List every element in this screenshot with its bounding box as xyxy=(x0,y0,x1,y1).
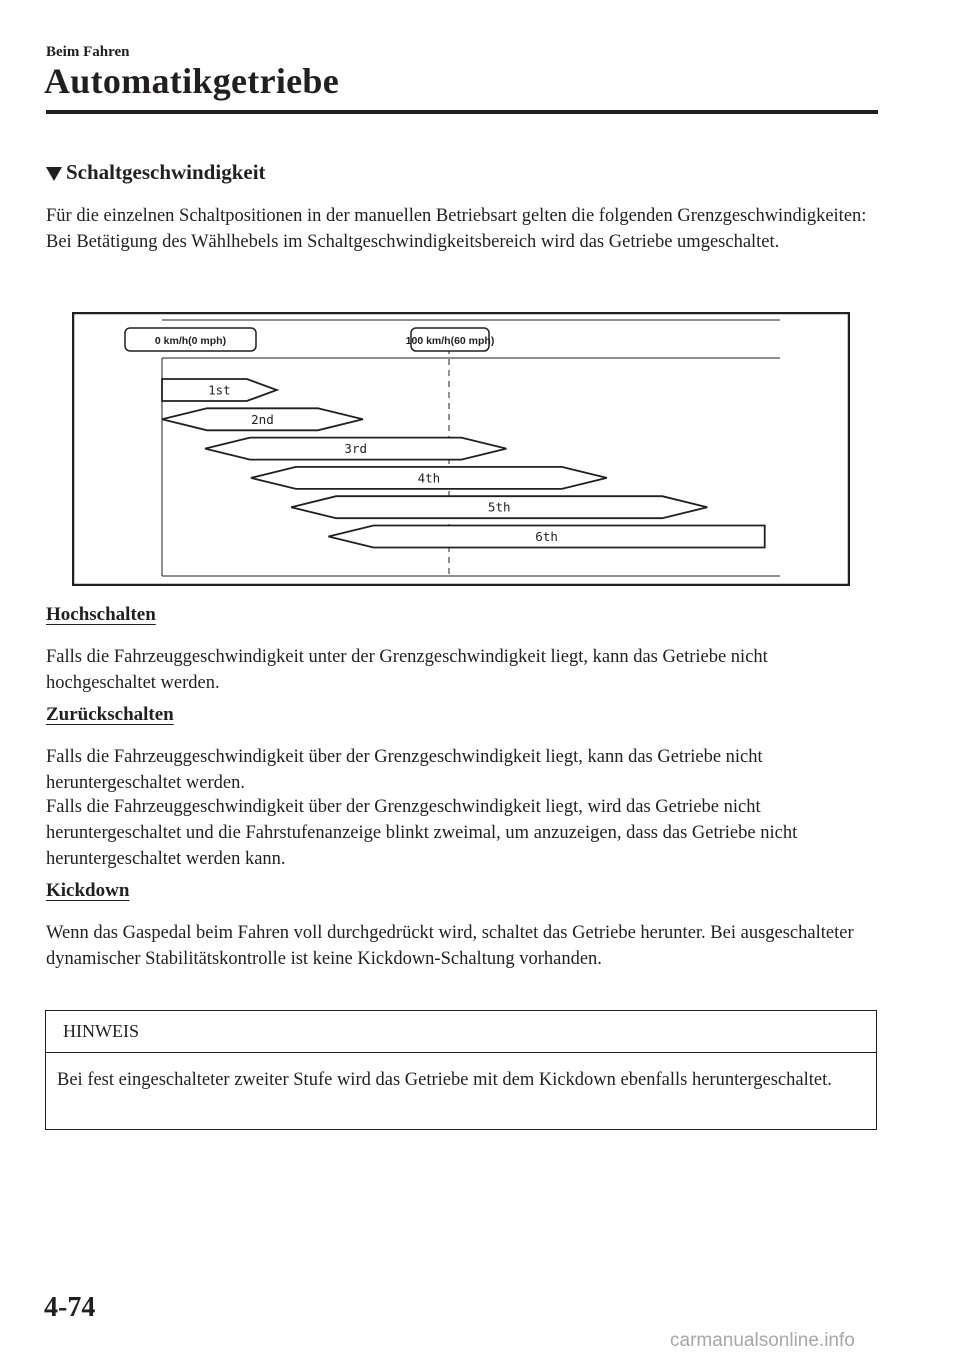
paragraph-1-1: Falls die Fahrzeuggeschwindigkeit unter der Grenzgeschwindigkeit liegt, kann das Getriebe nicht hochgeschaltet werden. xyxy=(46,647,768,693)
speed-label-0: 0 km/h(0 mph) xyxy=(154,335,227,347)
note-box xyxy=(45,1010,877,1130)
paragraph-3-1: Wenn das Gaspedal beim Fahren voll durchgedrückt wird, schaltet das Getriebe herunter. Bei ausgeschalteter dynamischer Stabilitätskontrolle ist keine Kickdown-Schaltung vorhanden. xyxy=(46,923,854,969)
speed-label-1: 100 km/h(60 mph) xyxy=(405,335,495,347)
gear-label-3rd: 3rd xyxy=(344,441,368,457)
paragraph-2-2: Falls die Fahrzeuggeschwindigkeit über der Grenzgeschwindigkeit liegt, wird das Getriebe nicht heruntergeschaltet und die Fahrstufenanzeige blinkt zweimal, um anzuzeigen, dass das Getriebe nicht heruntergeschaltet werden kann. xyxy=(46,797,798,869)
paragraph-2-1: Falls die Fahrzeuggeschwindigkeit über der Grenzgeschwindigkeit liegt, kann das Getriebe nicht heruntergeschaltet werden. xyxy=(46,747,763,793)
gear-label-5th: 5th xyxy=(487,499,511,515)
gear-label-2nd: 2nd xyxy=(251,411,274,427)
intro-paragraph: Für die einzelnen Schaltpositionen in der manuellen Betriebsart gelten die folgenden Grenzgeschwindigkeiten: Bei Betätigung des Wählhebels im Schaltgeschwindigkeitsbereich wird das Getriebe umgeschaltet. xyxy=(46,206,867,252)
note-header xyxy=(46,1011,876,1053)
gear-label-6th: 6th xyxy=(535,529,558,544)
watermark: carmanualsonline.info xyxy=(670,1330,855,1351)
shift-speed-diagram xyxy=(72,312,850,586)
note-text: Bei fest eingeschalteter zweiter Stufe wird das Getriebe mit dem Kickdown ebenfalls heruntergeschaltet. xyxy=(57,1070,832,1090)
note-title: HINWEIS xyxy=(63,1021,139,1041)
subheading-1: Hochschalten xyxy=(46,604,156,625)
page-number: 4-74 xyxy=(44,1292,96,1323)
subheading-3: Kickdown xyxy=(46,880,130,901)
section-label: Beim Fahren xyxy=(46,44,130,60)
section-heading xyxy=(46,160,266,185)
page-title: Automatikgetriebe xyxy=(44,61,340,101)
title-divider xyxy=(46,110,878,114)
gear-label-1st: 1st xyxy=(208,382,231,398)
section-heading-text: Schaltgeschwindigkeit xyxy=(66,160,266,184)
subheading-2: Zurückschalten xyxy=(46,704,174,725)
gear-label-4th: 4th xyxy=(417,470,441,486)
triangle-down-icon xyxy=(46,167,62,181)
